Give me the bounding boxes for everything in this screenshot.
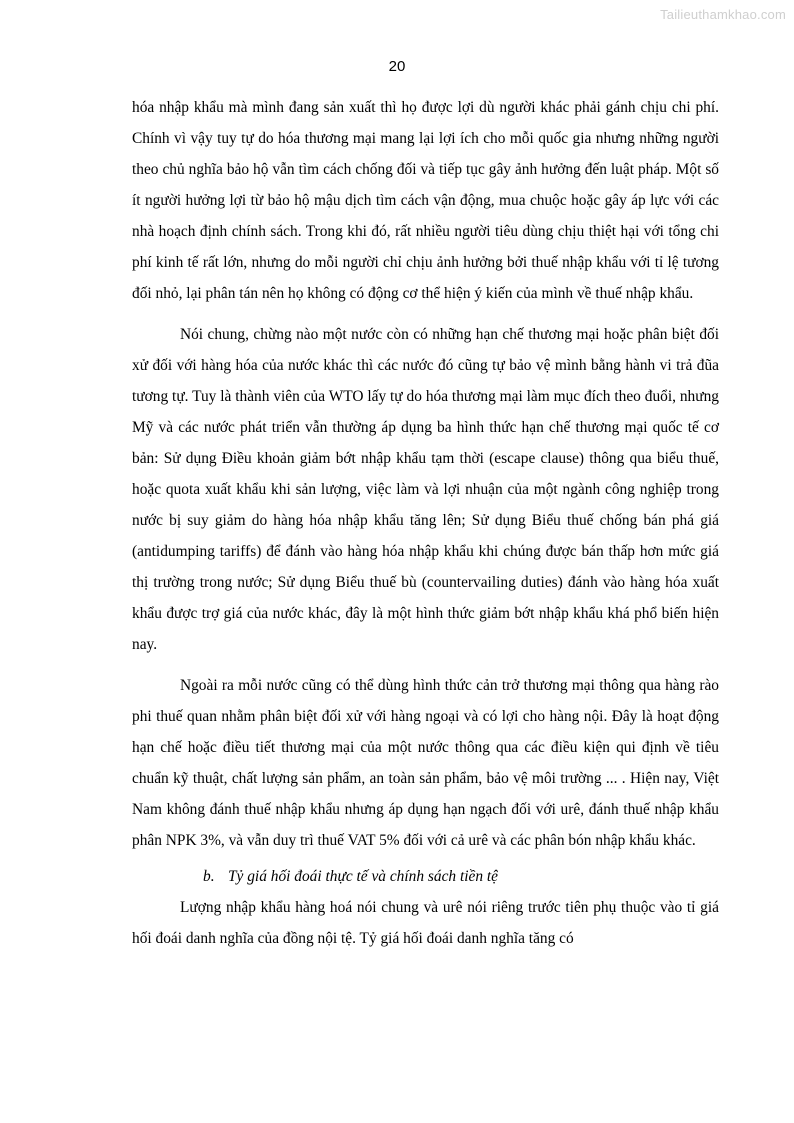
subheading-marker: b. bbox=[203, 868, 215, 885]
paragraph-non-tariff-barriers: Ngoài ra mỗi nước cũng có thể dùng hình thức cản trở thương mại thông qua hàng rào phi thuế quan nhằm phân biệt đối xử với hàng ngoại và có lợi cho hàng nội. Đây là hoạt động hạn chế hoặc điều tiết thương mại của một nước thông qua các điều kiện qui định về tiêu chuẩn kỹ thuật, chất lượng sản phẩm, an toàn sản phẩm, bảo vệ môi trường ... . Hiện nay, Việt Nam không đánh thuế nhập khẩu nhưng áp dụng hạn ngạch đối với urê, đánh thuế nhập khẩu phân NPK 3%, và vẫn duy trì thuế VAT 5% đối với cả urê và các phân bón nhập khẩu khác. bbox=[132, 677, 719, 849]
section-subheading bbox=[132, 861, 719, 892]
paragraph-trade-restrictions: Nói chung, chừng nào một nước còn có những hạn chế thương mại hoặc phân biệt đối xử đối với hàng hóa của nước khác thì các nước đó cũng tự bảo vệ mình bằng hành vi trả đũa tương tự. Tuy là thành viên của WTO lấy tự do hóa thương mại làm mục đích theo đuổi, nhưng Mỹ và các nước phát triển vẫn thường áp dụng ba hình thức hạn chế thương mại quốc tế cơ bản: Sử dụng Điều khoản giảm bớt nhập khẩu tạm thời (escape clause) thông qua biểu thuế, hoặc quota xuất khẩu khi sản lượng, việc làm và lợi nhuận của một ngành công nghiệp trong nước bị suy giảm do hàng hóa nhập khẩu tăng lên; Sử dụng Biểu thuế chống bán phá giá (antidumping tariffs) để đánh vào hàng hóa nhập khẩu khi chúng được bán thấp hơn mức giá thị trường trong nước; Sử dụng Biểu thuế bù (countervailing duties) đánh vào hàng hóa xuất khẩu được trợ giá của nước khác, đây là một hình thức giảm bớt nhập khẩu khá phổ biến hiện nay. bbox=[132, 326, 719, 653]
subheading-title: Tỷ giá hối đoái thực tế và chính sách tiền tệ bbox=[228, 868, 498, 885]
watermark: Tailieuthamkhao.com bbox=[660, 7, 786, 22]
paragraph-continuation: hóa nhập khẩu mà mình đang sản xuất thì họ được lợi dù người khác phải gánh chịu chi phí. Chính vì vậy tuy tự do hóa thương mại mang lại lợi ích cho mỗi quốc gia nhưng những người theo chủ nghĩa bảo hộ vẫn tìm cách chống đối và tiếp tục gây ảnh hưởng đến luật pháp. Một số ít người hưởng lợi từ bảo hộ mậu dịch tìm cách vận động, mua chuộc hoặc gây áp lực với các nhà hoạch định chính sách. Trong khi đó, rất nhiều người tiêu dùng chịu thiệt hại với tổng chi phí kinh tế rất lớn, nhưng do mỗi người chỉ chịu ảnh hưởng bởi thuế nhập khẩu với tỉ lệ tương đối nhỏ, lại phân tán nên họ không có động cơ thể hiện ý kiến của mình về thuế nhập khẩu. bbox=[132, 99, 719, 302]
paragraph-exchange-rate: Lượng nhập khẩu hàng hoá nói chung và urê nói riêng trước tiên phụ thuộc vào tỉ giá hối đoái danh nghĩa của đồng nội tệ. Tỷ giá hối đoái danh nghĩa tăng có bbox=[132, 899, 719, 947]
page-number: 20 bbox=[388, 58, 406, 75]
document-body bbox=[132, 92, 719, 954]
